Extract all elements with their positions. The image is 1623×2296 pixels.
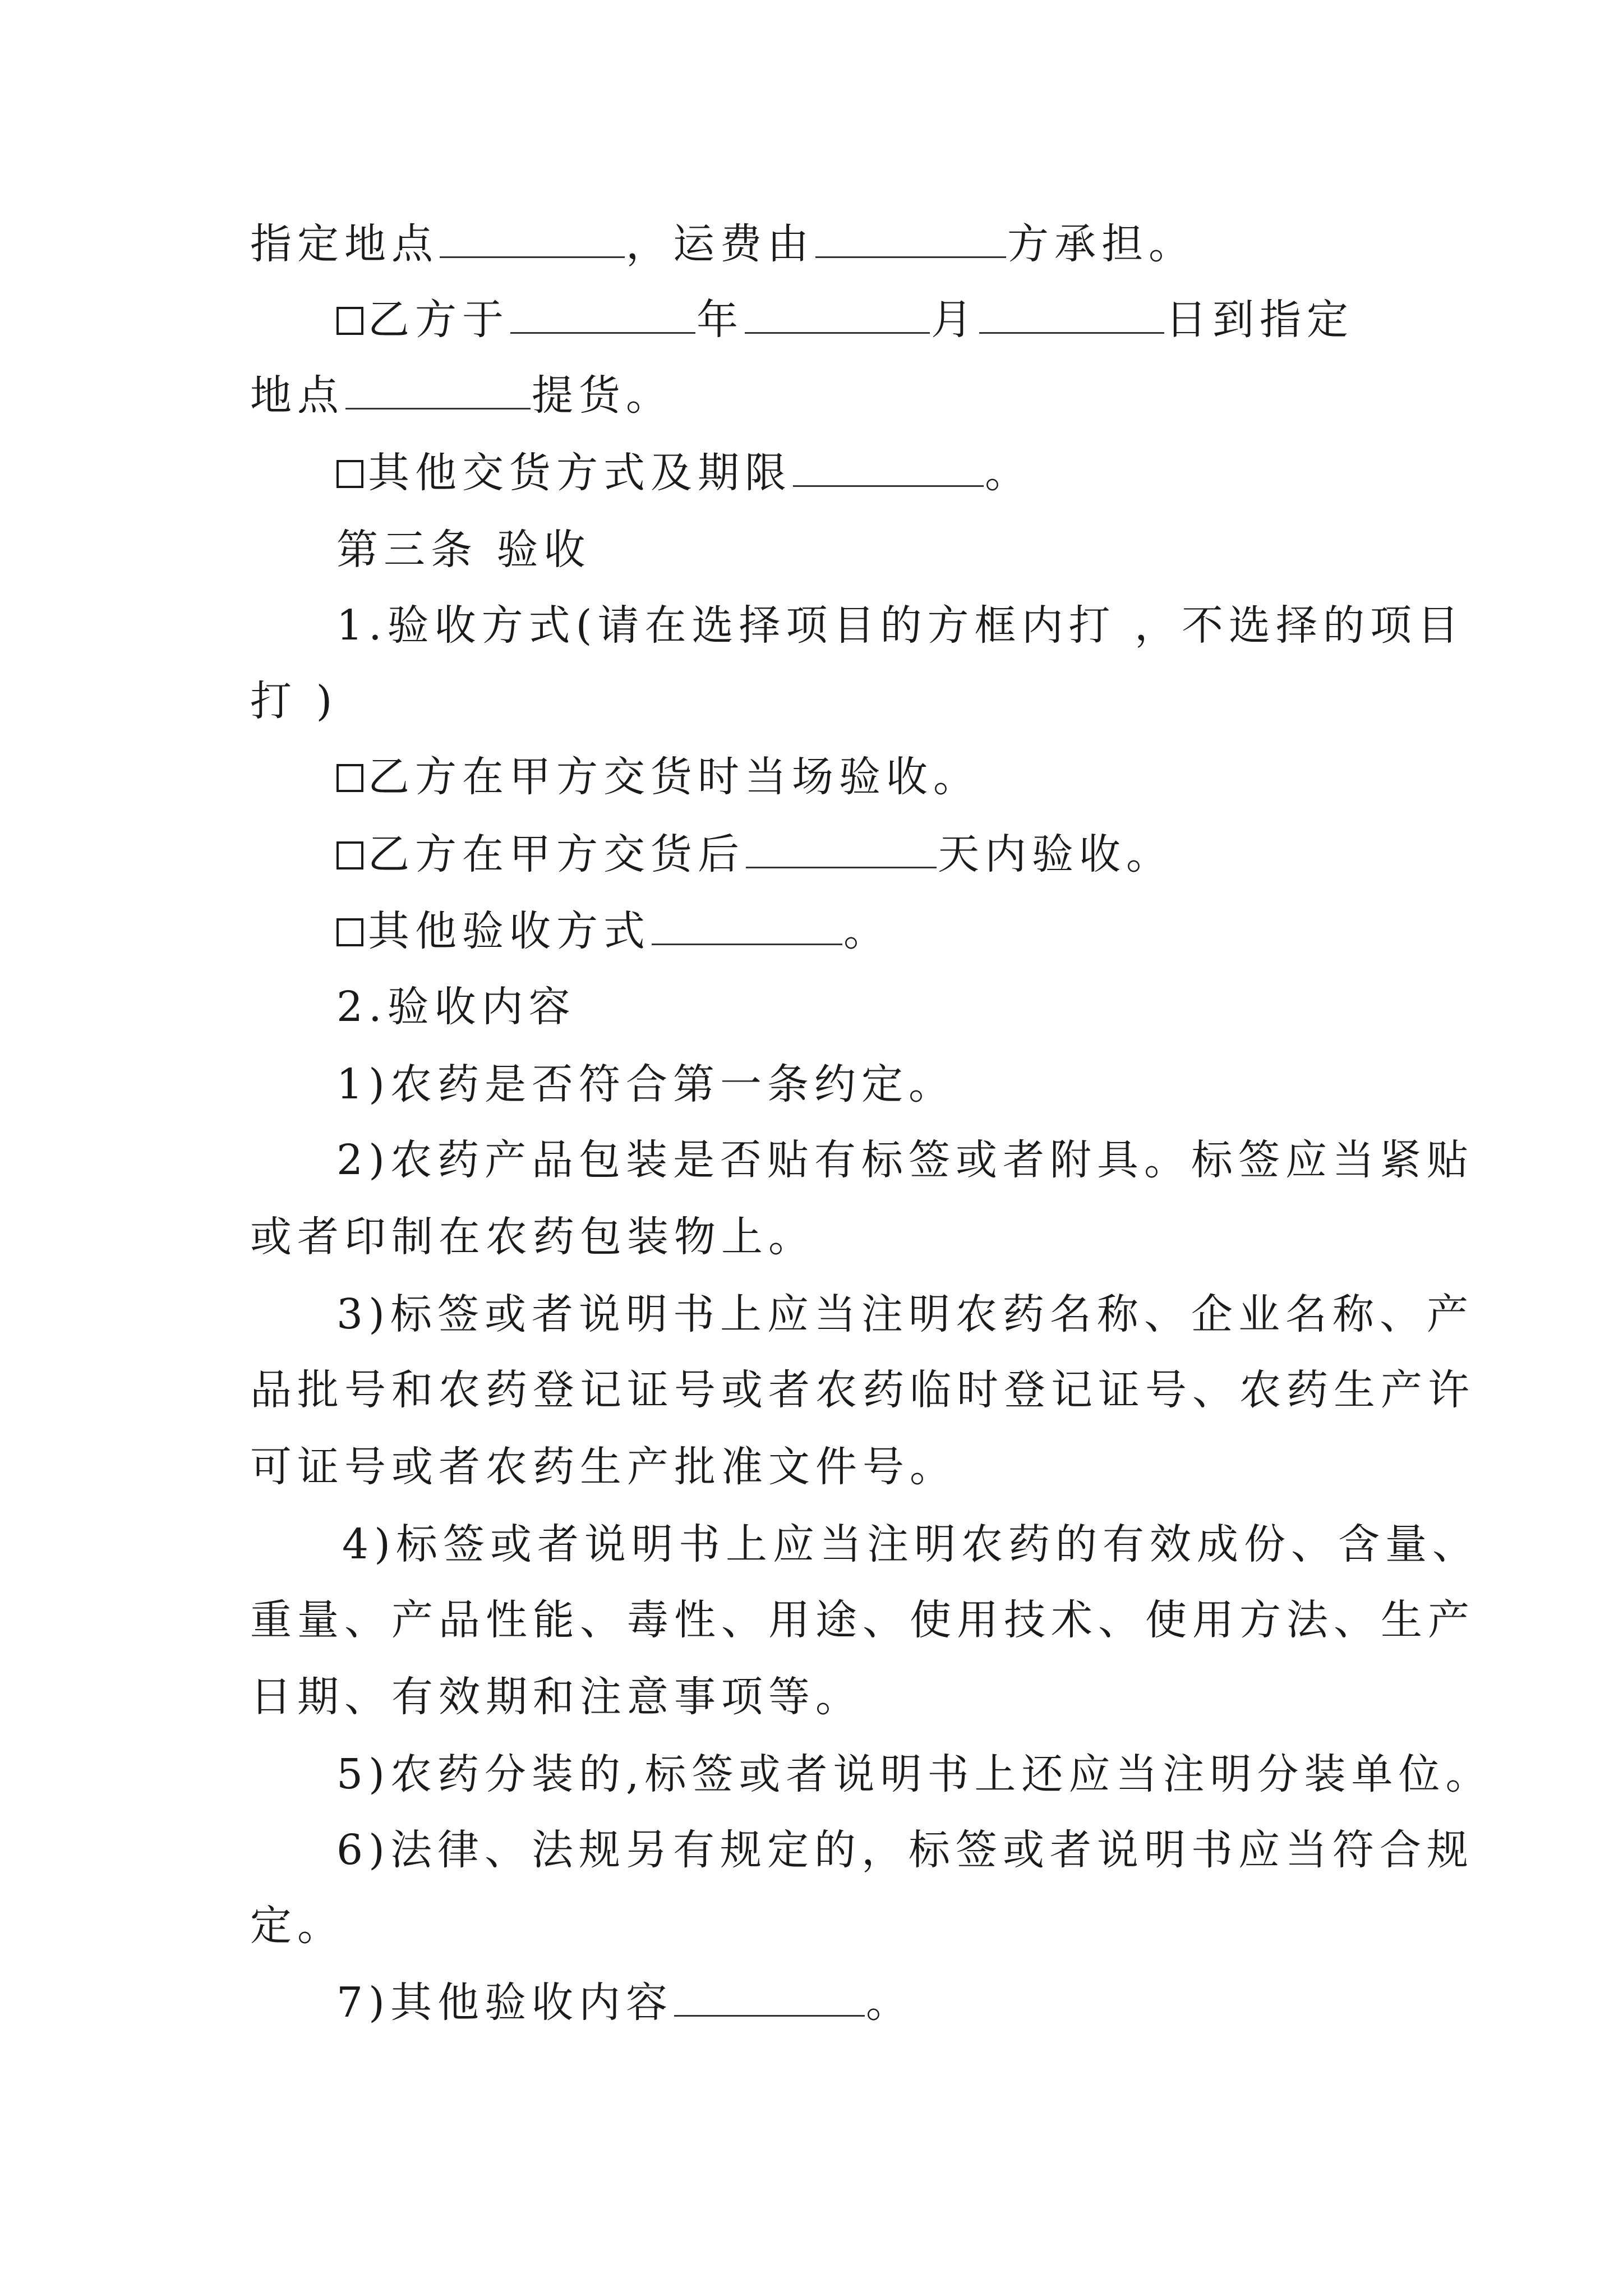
paragraph-line: 6)法律、法规另有规定的，标签或者说明书应当符合规 [336, 1826, 1474, 1874]
checkbox[interactable] [336, 841, 363, 869]
text: 月 [931, 296, 978, 344]
checkbox[interactable] [336, 307, 363, 335]
paragraph-line: 品批号和农药登记证号或者农药临时登记证号、农药生产许 [250, 1366, 1475, 1414]
paragraph-line [250, 216, 1196, 272]
paragraph-line [250, 367, 673, 424]
blank-field[interactable] [745, 295, 930, 334]
text: 天内验收。 [938, 830, 1173, 878]
checkbox[interactable] [336, 918, 363, 946]
blank-field[interactable] [345, 371, 531, 409]
text: 指定地点 [250, 220, 439, 268]
blank-field[interactable] [746, 830, 937, 868]
blank-field[interactable] [979, 295, 1164, 334]
blank-field[interactable] [815, 219, 1006, 258]
paragraph-line: 2)农药产品包装是否贴有标签或者附具。标签应当紧贴 [336, 1136, 1474, 1184]
text: 乙方于 [368, 296, 509, 344]
text: 方承担。 [1007, 220, 1196, 268]
blank-field[interactable] [793, 448, 984, 487]
paragraph-line: 3)标签或者说明书上应当注明农药名称、企业名称、产 [336, 1290, 1474, 1338]
paragraph-line [336, 903, 891, 959]
text: 乙方在甲方交货后 [368, 830, 745, 878]
paragraph-line: 4)标签或者说明书上应当注明农药的有效成份、含量、 [342, 1520, 1479, 1568]
checkbox[interactable] [336, 460, 363, 488]
paragraph-line: 定。 [250, 1902, 344, 1950]
text: 地点 [250, 371, 344, 420]
text: 日到指定 [1165, 296, 1354, 344]
text: 年 [697, 296, 744, 344]
text: 。 [843, 907, 891, 955]
blank-field[interactable] [510, 295, 695, 334]
text: 乙方在甲方交货时当场验收。 [368, 753, 980, 801]
paragraph-line: 5)农药分装的,标签或者说明书上还应当注明分装单位。 [336, 1750, 1493, 1798]
checkbox[interactable] [336, 764, 363, 792]
blank-field[interactable] [674, 1978, 865, 2017]
text: 提货。 [532, 371, 673, 420]
paragraph-line: 2.验收内容 [336, 983, 576, 1031]
paragraph-line: 重量、产品性能、毒性、用途、使用技术、使用方法、生产 [250, 1596, 1475, 1644]
text: 7)其他验收内容 [336, 1978, 673, 2027]
text: 。 [985, 449, 1032, 497]
text: 。 [865, 1978, 913, 2027]
paragraph-line: 或者印制在农药包装物上。 [250, 1213, 815, 1261]
blank-field[interactable] [440, 219, 625, 258]
text: ，运费由 [626, 220, 814, 268]
text: 其他交货方式及期限 [368, 449, 792, 497]
paragraph-line [336, 1975, 913, 2031]
text: 其他验收方式 [368, 907, 651, 955]
paragraph-line [336, 292, 1354, 348]
paragraph-line: 1.验收方式(请在选择项目的方框内打 ，不选择的项目 [336, 601, 1464, 650]
paragraph-line: 可证号或者农药生产批准文件号。 [250, 1443, 957, 1491]
blank-field[interactable] [652, 907, 842, 945]
paragraph-line: 1)农药是否符合第一条约定。 [336, 1060, 956, 1108]
paragraph-line [336, 445, 1032, 501]
paragraph-line: 打 ) [250, 677, 338, 725]
section-heading: 第三条 验收 [336, 526, 591, 574]
paragraph-line [336, 826, 1173, 882]
paragraph-line [336, 749, 980, 805]
paragraph-line: 日期、有效期和注意事项等。 [250, 1673, 863, 1721]
